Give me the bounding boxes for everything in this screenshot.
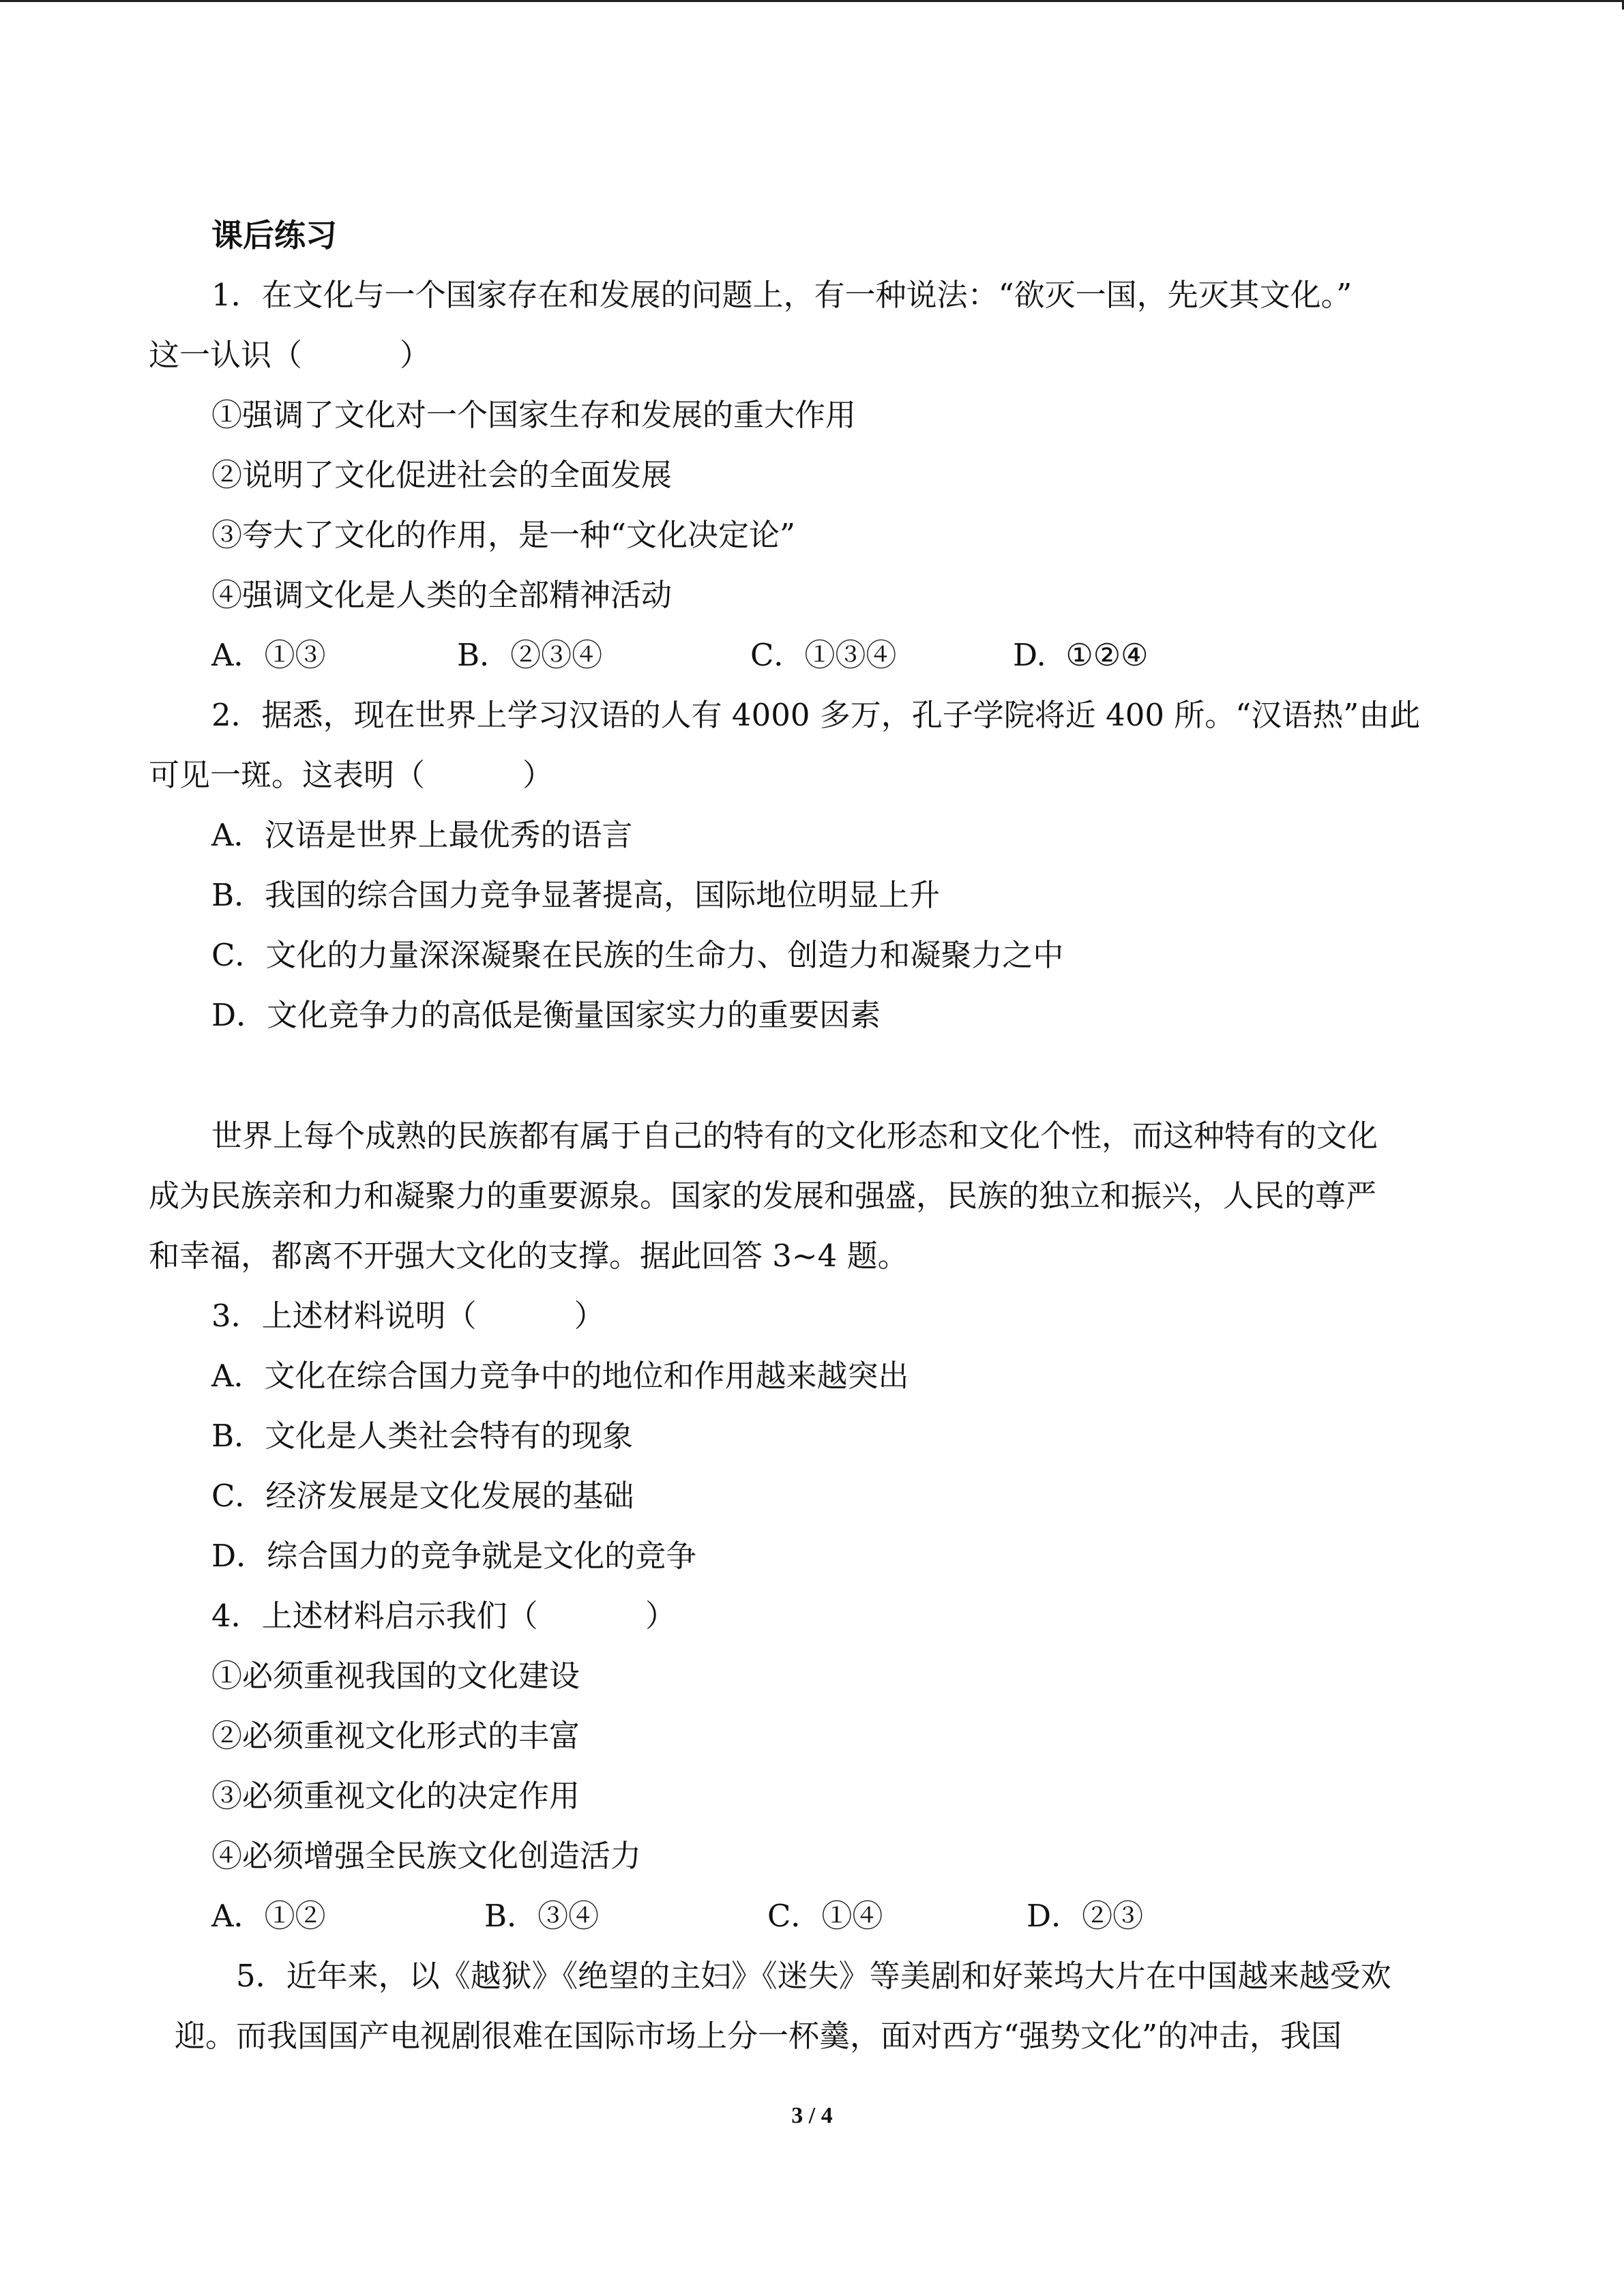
q1-stem-line2: 这一认识（ ） [149, 337, 431, 373]
q2-choice-d: D．文化竞争力的高低是衡量国家实力的重要因素 [211, 997, 881, 1033]
section-title: 课后练习 [211, 217, 337, 254]
q3-choice-c: C．经济发展是文化发展的基础 [211, 1478, 634, 1514]
q3-choice-a: A．文化在综合国力竞争中的地位和作用越来越突出 [211, 1358, 909, 1394]
q1-item: ①强调了文化对一个国家生存和发展的重大作用 [211, 397, 857, 433]
q4-option-a: A．①② [211, 1898, 326, 1934]
q4-item: ②必须重视文化形式的丰富 [211, 1718, 580, 1754]
q4-item: ③必须重视文化的决定作用 [211, 1778, 580, 1814]
q1-stem-line1: 1．在文化与一个国家存在和发展的问题上，有一种说法：“欲灭一国，先灭其文化。” [211, 277, 1353, 313]
q5-stem-line2: 迎。而我国国产电视剧很难在国际市场上分一杯羹，面对西方“强势文化”的冲击，我国 [175, 2018, 1342, 2054]
q1-option-b: B．②③④ [457, 637, 603, 673]
q2-choice-b: B．我国的综合国力竞争显著提高，国际地位明显上升 [211, 877, 941, 913]
material-line1: 世界上每个成熟的民族都有属于自己的特有的文化形态和文化个性，而这种特有的文化 [211, 1118, 1378, 1154]
q3-stem: 3．上述材料说明（ ） [211, 1298, 605, 1334]
q4-stem: 4．上述材料启示我们（ ） [211, 1598, 676, 1634]
q2-stem-line2: 可见一斑。这表明（ ） [149, 757, 554, 793]
q1-option-a: A．①③ [211, 637, 326, 673]
q1-item: ④强调文化是人类的全部精神活动 [211, 577, 673, 613]
q4-options [211, 1897, 1507, 1935]
q5-stem-line1: 5．近年来，以《越狱》《绝望的主妇》《迷失》等美剧和好莱坞大片在中国越来越受欢 [236, 1958, 1391, 1994]
q4-option-b: B．③④ [484, 1898, 600, 1934]
material-line2: 成为民族亲和力和凝聚力的重要源泉。国家的发展和强盛，民族的独立和振兴，人民的尊严 [149, 1178, 1377, 1214]
q4-item: ④必须增强全民族文化创造活力 [211, 1838, 642, 1874]
q1-item: ③夸大了文化的作用，是一种“文化决定论” [211, 517, 796, 553]
q2-choice-a: A．汉语是世界上最优秀的语言 [211, 817, 633, 853]
q1-option-d: D. ①②④ [1013, 637, 1149, 673]
q3-choice-d: D．综合国力的竞争就是文化的竞争 [211, 1538, 697, 1574]
q4-option-c: C．①④ [767, 1898, 883, 1934]
q1-option-c: C．①③④ [750, 637, 897, 673]
q2-choice-c: C．文化的力量深深凝聚在民族的生命力、创造力和凝聚力之中 [211, 937, 1064, 973]
q1-item: ②说明了文化促进社会的全面发展 [211, 457, 673, 493]
q4-item: ①必须重视我国的文化建设 [211, 1658, 580, 1694]
material-line3: 和幸福，都离不开强大文化的支撑。据此回答 3~4 题。 [149, 1238, 909, 1274]
q4-option-d: D．②③ [1027, 1898, 1144, 1934]
q2-stem-line1: 2．据悉，现在世界上学习汉语的人有 4000 多万，孔子学院将近 400 所。“汉语热”由此 [211, 697, 1421, 733]
q3-choice-b: B．文化是人类社会特有的现象 [211, 1418, 634, 1454]
page-number: 3 / 4 [791, 2103, 833, 2128]
q1-options [211, 636, 1507, 674]
